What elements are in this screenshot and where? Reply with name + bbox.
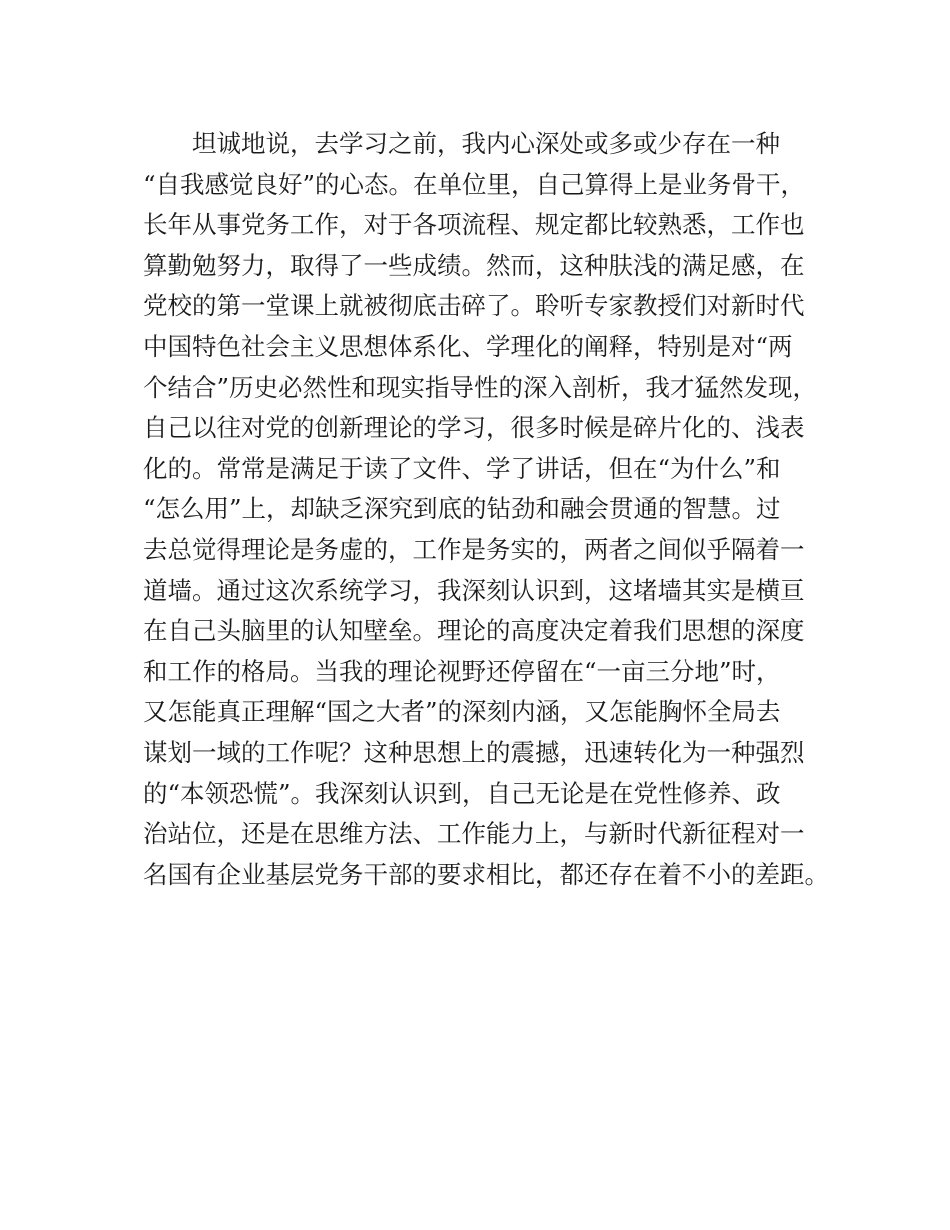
paragraph-line: 中国特色社会主义思想体系化、学理化的阐释，特别是对“两	[143, 331, 793, 361]
paragraph-line: 算勤勉努力，取得了一些成绩。然而，这种肤浅的满足感，在	[143, 250, 805, 280]
paragraph-line: “怎么用”上，却缺乏深究到底的钻劲和融会贯通的智慧。过	[143, 494, 781, 524]
paragraph-line: 和工作的格局。当我的理论视野还停留在“一亩三分地”时，	[143, 656, 781, 686]
paragraph-line: 治站位，还是在思维方法、工作能力上，与新时代新征程对一	[143, 819, 805, 849]
paragraph-line: 党校的第一堂课上就被彻底击碎了。聆听专家教授们对新时代	[143, 291, 805, 321]
paragraph-line: 自己以往对党的创新理论的学习，很多时候是碎片化的、浅表	[143, 413, 805, 443]
paragraph-line: 名国有企业基层党务干部的要求相比，都还存在着不小的差距。	[143, 859, 829, 889]
paragraph-line: “自我感觉良好”的心态。在单位里，自己算得上是业务骨干，	[143, 169, 806, 199]
paragraph-line: 去总觉得理论是务虚的，工作是务实的，两者之间似乎隔着一	[143, 534, 805, 564]
paragraph-line: 坦诚地说，去学习之前，我内心深处或多或少存在一种	[192, 129, 780, 158]
paragraph-line: 又怎能真正理解“国之大者”的深刻内涵，又怎能胸怀全局去	[143, 697, 781, 727]
paragraph-line: 在自己头脑里的认知壁垒。理论的高度决定着我们思想的深度	[143, 616, 805, 646]
paragraph-line: 谋划一域的工作呢？这种思想上的震撼，迅速转化为一种强烈	[143, 737, 805, 767]
paragraph-line: 道墙。通过这次系统学习，我深刻认识到，这堵墙其实是横亘	[143, 575, 805, 605]
paragraph-line: 化的。常常是满足于读了文件、学了讲话，但在“为什么”和	[143, 453, 781, 483]
body-paragraph	[143, 124, 843, 895]
paragraph-line: 长年从事党务工作，对于各项流程、规定都比较熟悉，工作也	[143, 210, 805, 240]
paragraph-line: 个结合”历史必然性和现实指导性的深入剖析，我才猛然发现，	[143, 372, 818, 402]
paragraph-line: 的“本领恐慌”。我深刻认识到，自己无论是在党性修养、政	[143, 778, 781, 808]
